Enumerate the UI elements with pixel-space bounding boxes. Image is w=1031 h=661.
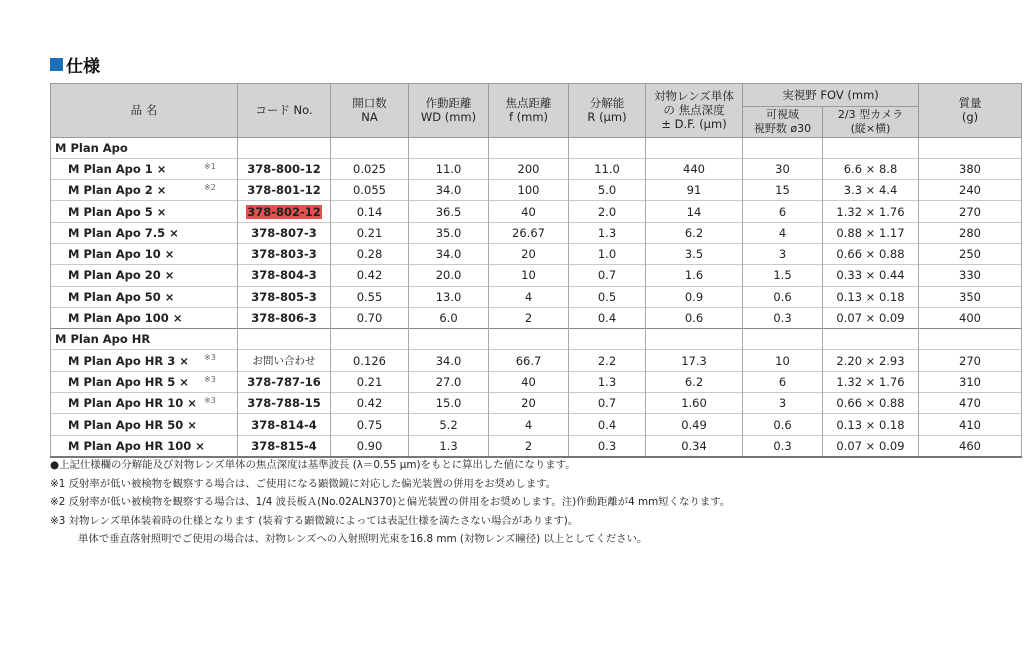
cell-wd: 11.0 <box>409 158 489 179</box>
cell-na: 0.75 <box>331 414 409 435</box>
product-name-text: M Plan Apo 7.5 × <box>68 225 179 240</box>
table-row <box>51 350 1022 371</box>
cell-na: 0.126 <box>331 350 409 371</box>
cell-f: 40 <box>489 371 569 392</box>
cell-cam: 0.13 × 0.18 <box>823 414 919 435</box>
header-fov-eye: 可視域 視野数 ø30 <box>743 107 823 138</box>
product-code <box>238 414 331 435</box>
header-na: 開口数 NA <box>331 84 409 138</box>
table-row <box>51 393 1022 414</box>
cell-df: 440 <box>646 158 743 179</box>
cell-na: 0.025 <box>331 158 409 179</box>
cell-cam: 0.66 × 0.88 <box>823 243 919 264</box>
empty-cell <box>409 137 489 158</box>
empty-cell <box>238 137 331 158</box>
table-row <box>51 371 1022 392</box>
cell-wd: 1.3 <box>409 435 489 457</box>
product-code <box>238 201 331 222</box>
product-code-text: 378-814-4 <box>251 417 317 432</box>
header-code: コード No. <box>238 84 331 138</box>
cell-r: 1.0 <box>569 243 646 264</box>
product-name <box>51 201 238 222</box>
cell-cam: 3.3 × 4.4 <box>823 180 919 201</box>
cell-df: 3.5 <box>646 243 743 264</box>
header-f: 焦点距離 f (mm) <box>489 84 569 138</box>
section-title-text: 仕様 <box>66 57 100 77</box>
product-code <box>238 393 331 414</box>
cell-r: 11.0 <box>569 158 646 179</box>
cell-df: 1.60 <box>646 393 743 414</box>
spec-table <box>50 83 1022 458</box>
cell-df: 0.9 <box>646 286 743 307</box>
footnote: ※1 反射率が低い被検物を観察する場合は、ご使用になる顕微鏡に対応した偏光装置の併用をお奨めします。 <box>50 477 557 490</box>
cell-na: 0.28 <box>331 243 409 264</box>
product-code <box>238 180 331 201</box>
group-name: M Plan Apo HR <box>51 329 238 350</box>
footnote-mark: ※3 <box>204 374 216 384</box>
cell-f: 20 <box>489 393 569 414</box>
empty-cell <box>646 137 743 158</box>
cell-eye: 0.6 <box>743 414 823 435</box>
cell-eye: 3 <box>743 243 823 264</box>
table-row <box>51 222 1022 243</box>
cell-mass: 460 <box>919 435 1022 457</box>
cell-mass: 410 <box>919 414 1022 435</box>
product-name-text: M Plan Apo HR 5 × <box>68 374 189 389</box>
product-code <box>238 371 331 392</box>
cell-wd: 6.0 <box>409 307 489 328</box>
product-name-text: M Plan Apo 100 × <box>68 311 183 326</box>
cell-eye: 3 <box>743 393 823 414</box>
cell-f: 10 <box>489 265 569 286</box>
cell-wd: 34.0 <box>409 243 489 264</box>
cell-r: 0.4 <box>569 307 646 328</box>
cell-na: 0.055 <box>331 180 409 201</box>
cell-na: 0.21 <box>331 371 409 392</box>
cell-cam: 1.32 × 1.76 <box>823 371 919 392</box>
table-row <box>51 243 1022 264</box>
header-wd: 作動距離 WD (mm) <box>409 84 489 138</box>
cell-df: 0.34 <box>646 435 743 457</box>
product-code-text: 378-805-3 <box>251 289 317 304</box>
footnote-mark: ※2 <box>204 183 216 193</box>
cell-mass: 270 <box>919 350 1022 371</box>
cell-eye: 6 <box>743 371 823 392</box>
cell-mass: 280 <box>919 222 1022 243</box>
product-code-text: 378-806-3 <box>251 311 317 326</box>
product-code <box>238 243 331 264</box>
cell-eye: 1.5 <box>743 265 823 286</box>
header-r: 分解能 R (μm) <box>569 84 646 138</box>
cell-f: 200 <box>489 158 569 179</box>
table-row <box>51 265 1022 286</box>
group-name: M Plan Apo <box>51 137 238 158</box>
cell-mass: 250 <box>919 243 1022 264</box>
cell-mass: 380 <box>919 158 1022 179</box>
cell-f: 4 <box>489 414 569 435</box>
cell-cam: 1.32 × 1.76 <box>823 201 919 222</box>
cell-cam: 6.6 × 8.8 <box>823 158 919 179</box>
product-code-text: 378-804-3 <box>251 268 317 283</box>
group-row <box>51 137 1022 158</box>
product-name-text: M Plan Apo HR 3 × <box>68 353 189 368</box>
table-row <box>51 286 1022 307</box>
empty-cell <box>409 329 489 350</box>
product-name <box>51 414 238 435</box>
product-name-text: M Plan Apo 1 × <box>68 161 167 176</box>
cell-wd: 20.0 <box>409 265 489 286</box>
cell-r: 0.7 <box>569 393 646 414</box>
cell-wd: 34.0 <box>409 350 489 371</box>
cell-r: 0.3 <box>569 435 646 457</box>
cell-eye: 6 <box>743 201 823 222</box>
cell-wd: 13.0 <box>409 286 489 307</box>
cell-mass: 470 <box>919 393 1022 414</box>
product-code <box>238 222 331 243</box>
cell-na: 0.42 <box>331 393 409 414</box>
table-row <box>51 201 1022 222</box>
product-name-text: M Plan Apo HR 10 × <box>68 396 197 411</box>
cell-wd: 34.0 <box>409 180 489 201</box>
cell-eye: 15 <box>743 180 823 201</box>
empty-cell <box>743 137 823 158</box>
cell-mass: 350 <box>919 286 1022 307</box>
product-name <box>51 265 238 286</box>
cell-cam: 0.07 × 0.09 <box>823 435 919 457</box>
group-row <box>51 329 1022 350</box>
product-name <box>51 158 238 179</box>
header-fov-cam: 2/3 型カメラ (縦×横) <box>823 107 919 138</box>
product-name <box>51 350 238 371</box>
cell-cam: 0.13 × 0.18 <box>823 286 919 307</box>
cell-df: 1.6 <box>646 265 743 286</box>
cell-df: 17.3 <box>646 350 743 371</box>
empty-cell <box>489 137 569 158</box>
cell-r: 0.7 <box>569 265 646 286</box>
cell-mass: 310 <box>919 371 1022 392</box>
empty-cell <box>823 137 919 158</box>
cell-eye: 4 <box>743 222 823 243</box>
cell-na: 0.14 <box>331 201 409 222</box>
footnotes <box>50 456 730 549</box>
product-code <box>238 350 331 371</box>
empty-cell <box>743 329 823 350</box>
footnote: 単体で垂直落射照明でご使用の場合は、対物レンズへの入射照明光束を16.8 mm (対物レンズ瞳径) 以上としてください。 <box>78 533 648 545</box>
cell-cam: 0.07 × 0.09 <box>823 307 919 328</box>
product-name <box>51 286 238 307</box>
product-name <box>51 393 238 414</box>
cell-cam: 0.88 × 1.17 <box>823 222 919 243</box>
cell-df: 6.2 <box>646 222 743 243</box>
cell-mass: 270 <box>919 201 1022 222</box>
cell-f: 2 <box>489 435 569 457</box>
footnote-mark: ※3 <box>204 353 216 363</box>
product-name <box>51 371 238 392</box>
table-row <box>51 158 1022 179</box>
empty-cell <box>331 137 409 158</box>
cell-cam: 2.20 × 2.93 <box>823 350 919 371</box>
cell-r: 1.3 <box>569 371 646 392</box>
cell-r: 2.0 <box>569 201 646 222</box>
cell-na: 0.42 <box>331 265 409 286</box>
cell-na: 0.55 <box>331 286 409 307</box>
cell-mass: 240 <box>919 180 1022 201</box>
product-name <box>51 243 238 264</box>
cell-wd: 15.0 <box>409 393 489 414</box>
product-name-text: M Plan Apo 5 × <box>68 204 167 219</box>
cell-wd: 5.2 <box>409 414 489 435</box>
product-code <box>238 158 331 179</box>
cell-cam: 0.33 × 0.44 <box>823 265 919 286</box>
table-row <box>51 414 1022 435</box>
cell-eye: 0.6 <box>743 286 823 307</box>
product-name <box>51 180 238 201</box>
cell-wd: 27.0 <box>409 371 489 392</box>
product-code-text: 378-802-12 <box>247 204 321 219</box>
product-name-text: M Plan Apo HR 50 × <box>68 417 197 432</box>
cell-df: 14 <box>646 201 743 222</box>
cell-na: 0.21 <box>331 222 409 243</box>
product-code-text: お問い合わせ <box>252 355 316 368</box>
product-code <box>238 265 331 286</box>
product-code-text: 378-800-12 <box>247 161 321 176</box>
table-row <box>51 180 1022 201</box>
product-code-text: 378-801-12 <box>247 183 321 198</box>
cell-r: 1.3 <box>569 222 646 243</box>
product-name-text: M Plan Apo HR 100 × <box>68 438 205 453</box>
empty-cell <box>919 329 1022 350</box>
cell-r: 0.4 <box>569 414 646 435</box>
spec-table-body <box>51 137 1022 457</box>
cell-wd: 36.5 <box>409 201 489 222</box>
footnote: ●上記仕様欄の分解能及び対物レンズ単体の焦点深度は基準波長 (λ＝0.55 μm)をもとに算出した値になります。 <box>50 459 576 471</box>
cell-cam: 0.66 × 0.88 <box>823 393 919 414</box>
cell-eye: 30 <box>743 158 823 179</box>
footnote: ※2 反射率が低い被検物を観察する場合は、1/4 波長板Ａ(No.02ALN370)と偏光装置の併用をお奨めします。注)作動距離が4 mm短くなります。 <box>50 496 731 508</box>
cell-f: 2 <box>489 307 569 328</box>
header-name: 品 名 <box>51 84 238 138</box>
product-code <box>238 307 331 328</box>
cell-eye: 0.3 <box>743 435 823 457</box>
empty-cell <box>646 329 743 350</box>
empty-cell <box>569 329 646 350</box>
square-bullet-icon <box>50 58 63 71</box>
empty-cell <box>919 137 1022 158</box>
product-code-text: 378-787-16 <box>247 374 321 389</box>
product-name <box>51 307 238 328</box>
cell-df: 0.6 <box>646 307 743 328</box>
product-name <box>51 222 238 243</box>
cell-mass: 330 <box>919 265 1022 286</box>
footnote: ※3 対物レンズ単体装着時の仕様となります (装着する顕微鏡によっては表記仕様を満たさない場合があります)。 <box>50 514 579 527</box>
empty-cell <box>238 329 331 350</box>
product-name-text: M Plan Apo 10 × <box>68 247 175 262</box>
footnote-mark: ※3 <box>204 396 216 406</box>
header-df: 対物レンズ単体 の 焦点深度 ± D.F. (μm) <box>646 84 743 138</box>
section-title <box>50 52 100 77</box>
cell-f: 4 <box>489 286 569 307</box>
product-code-text: 378-815-4 <box>251 438 317 453</box>
cell-eye: 10 <box>743 350 823 371</box>
cell-eye: 0.3 <box>743 307 823 328</box>
cell-wd: 35.0 <box>409 222 489 243</box>
product-code <box>238 435 331 457</box>
header-fov: 実視野 FOV (mm) <box>743 84 919 107</box>
cell-df: 91 <box>646 180 743 201</box>
product-code-text: 378-803-3 <box>251 247 317 262</box>
product-code-text: 378-807-3 <box>251 225 317 240</box>
table-row <box>51 307 1022 328</box>
empty-cell <box>331 329 409 350</box>
cell-f: 26.67 <box>489 222 569 243</box>
table-row <box>51 435 1022 457</box>
cell-f: 66.7 <box>489 350 569 371</box>
cell-r: 5.0 <box>569 180 646 201</box>
empty-cell <box>569 137 646 158</box>
product-name-text: M Plan Apo 2 × <box>68 183 167 198</box>
product-name-text: M Plan Apo 20 × <box>68 268 175 283</box>
cell-na: 0.90 <box>331 435 409 457</box>
cell-r: 0.5 <box>569 286 646 307</box>
cell-mass: 400 <box>919 307 1022 328</box>
cell-f: 100 <box>489 180 569 201</box>
product-name-text: M Plan Apo 50 × <box>68 289 175 304</box>
cell-na: 0.70 <box>331 307 409 328</box>
header-mass: 質量 (g) <box>919 84 1022 138</box>
cell-f: 40 <box>489 201 569 222</box>
cell-f: 20 <box>489 243 569 264</box>
cell-df: 0.49 <box>646 414 743 435</box>
product-name <box>51 435 238 457</box>
product-code <box>238 286 331 307</box>
cell-r: 2.2 <box>569 350 646 371</box>
footnote-mark: ※1 <box>204 161 216 171</box>
empty-cell <box>823 329 919 350</box>
product-code-text: 378-788-15 <box>247 396 321 411</box>
cell-df: 6.2 <box>646 371 743 392</box>
empty-cell <box>489 329 569 350</box>
